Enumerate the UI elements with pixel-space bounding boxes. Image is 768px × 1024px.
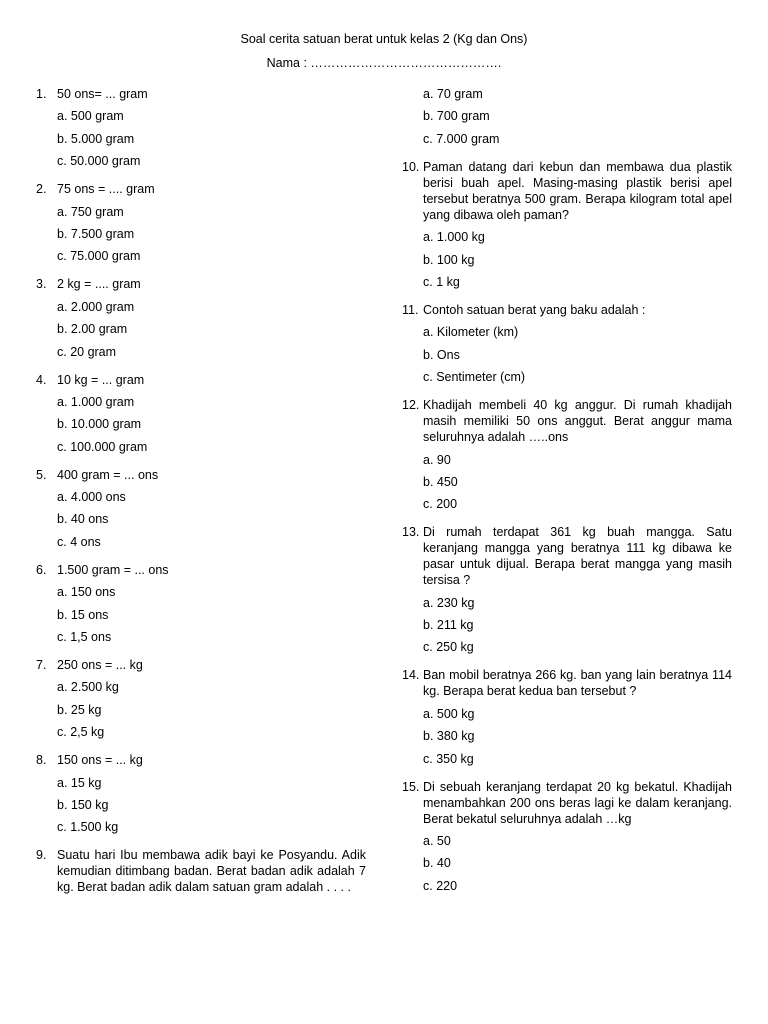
question-item [402, 302, 732, 385]
answer-option: c. 1,5 ons [57, 630, 112, 645]
question-text: 150 ons = ... kg [57, 753, 143, 768]
question-number: 10. [402, 159, 420, 174]
answer-option: a. 90 [423, 452, 451, 467]
name-field-line: Nama : ………………………………………. [266, 56, 502, 70]
answer-option: c. 20 gram [57, 344, 117, 359]
question-row [402, 524, 732, 588]
answer-option: a. 2.000 gram [57, 299, 135, 314]
answer-option: a. 4.000 ons [57, 490, 126, 505]
question-row [36, 657, 366, 673]
question-row [402, 302, 732, 318]
answer-option: b. Ons [423, 347, 460, 362]
right-question-column [402, 86, 732, 906]
page-title: Soal cerita satuan berat untuk kelas 2 (Kg dan Ons) [240, 32, 528, 46]
answer-option: c. 350 kg [423, 751, 474, 766]
answer-option: c. 100.000 gram [57, 439, 148, 454]
question-item [36, 276, 366, 359]
answer-option: c. 7.000 gram [423, 131, 500, 146]
question-row [36, 467, 366, 483]
question-number: 11. [402, 302, 419, 317]
question-text: 50 ons= ... gram [57, 87, 148, 101]
question-text: Di rumah terdapat 361 kg buah mangga. Satu keranjang mangga yang beratnya 111 kg dibawa ke pasar untuk dijual. Berapa berat mangga yang masih tersisa ? [423, 525, 732, 588]
question-row [36, 276, 366, 292]
answer-option: a. 500 kg [423, 706, 475, 721]
question-number: 13. [402, 525, 420, 540]
question-row [402, 159, 732, 223]
answer-option: b. 5.000 gram [57, 131, 135, 146]
answer-option: a. 15 kg [57, 775, 102, 790]
question-row [402, 779, 732, 827]
answer-option: b. 15 ons [57, 607, 109, 622]
answer-option: b. 380 kg [423, 729, 475, 744]
question-text: 75 ons = .... gram [57, 182, 155, 197]
question-row [36, 847, 366, 895]
answer-option: b. 25 kg [57, 702, 102, 717]
answer-option: a. 1.000 kg [423, 230, 485, 245]
question-item [36, 562, 366, 645]
question-row [36, 372, 366, 388]
answer-option: c. Sentimeter (cm) [423, 370, 526, 385]
answer-option: b. 10.000 gram [57, 417, 142, 432]
question-item [36, 372, 366, 455]
question-number: 12. [402, 398, 420, 413]
question-item [36, 752, 366, 835]
answer-option: a. 50 [423, 834, 451, 849]
question-number: 5. [36, 467, 47, 482]
answer-option: b. 2.00 gram [57, 322, 128, 337]
answer-option: b. 40 ons [57, 512, 109, 527]
question-number: 7. [36, 658, 47, 673]
answer-option: a. 70 gram [423, 87, 483, 101]
question-row [36, 752, 366, 768]
question-item [36, 86, 366, 169]
question-text: Ban mobil beratnya 266 kg. ban yang lain beratnya 114 kg. Berapa berat kedua ban tersebut ? [423, 668, 732, 699]
question-item [402, 159, 732, 290]
question-number: 14. [402, 668, 420, 683]
answer-option: a. 1.000 gram [57, 394, 135, 409]
answer-option: a. 2.500 kg [57, 680, 119, 695]
question-number: 4. [36, 372, 47, 387]
question-number: 1. [36, 87, 47, 101]
question-item [402, 397, 732, 512]
answer-option: a. 500 gram [57, 109, 124, 124]
question-text: 250 ons = ... kg [57, 658, 143, 673]
question-number: 8. [36, 753, 47, 768]
question-item [36, 181, 366, 264]
question-item [402, 667, 732, 766]
question-text: Khadijah membeli 40 kg anggur. Di rumah khadijah masih memiliki 50 ons anggut. Berat anggur mama seluruhnya adalah …..ons [423, 398, 732, 445]
question-text: Paman datang dari kebun dan membawa dua plastik berisi buah apel. Masing-masing plastik berisi apel tersebut beratnya 500 gram. Berapa kilogram total apel yang dibawa oleh paman? [423, 159, 732, 222]
answer-option: c. 1 kg [423, 274, 460, 289]
answer-option: c. 200 [423, 497, 458, 512]
question-item [36, 467, 366, 550]
answer-option: b. 150 kg [57, 797, 109, 812]
answer-option: a. Kilometer (km) [423, 325, 519, 340]
question-row [402, 397, 732, 445]
answer-option: c. 220 [423, 878, 458, 893]
answer-option: b. 7.500 gram [57, 226, 135, 241]
question-item [402, 86, 732, 147]
answer-option: c. 1.500 kg [57, 820, 119, 835]
question-number: 15. [402, 779, 420, 794]
answer-option: c. 2,5 kg [57, 725, 105, 740]
question-number: 6. [36, 562, 47, 577]
question-text: Suatu hari Ibu membawa adik bayi ke Posyandu. Adik kemudian ditimbang badan. Berat badan adik adalah 7 kg. Berat badan adik dalam satuan gram adalah . . . . [57, 848, 366, 895]
answer-option: b. 450 [423, 474, 458, 489]
question-row [36, 181, 366, 197]
question-row [36, 562, 366, 578]
question-item [402, 524, 732, 655]
answer-option: a. 150 ons [57, 585, 116, 600]
answer-option: b. 40 [423, 856, 451, 871]
answer-option: a. 750 gram [57, 204, 124, 219]
question-text: 1.500 gram = ... ons [57, 562, 169, 577]
question-text: Contoh satuan berat yang baku adalah : [423, 302, 646, 317]
question-row [36, 86, 366, 102]
answer-option: b. 211 kg [423, 618, 474, 633]
answer-option: b. 700 gram [423, 109, 490, 124]
question-number: 2. [36, 182, 47, 197]
question-row [402, 667, 732, 699]
answer-option: c. 50.000 gram [57, 154, 141, 169]
question-item [36, 657, 366, 740]
answer-option: c. 75.000 gram [57, 249, 141, 264]
answer-option: b. 100 kg [423, 252, 475, 267]
left-question-column [36, 86, 366, 907]
question-text: 400 gram = ... ons [57, 467, 159, 482]
question-number: 3. [36, 277, 47, 292]
question-text: 10 kg = ... gram [57, 372, 145, 387]
question-text: Di sebuah keranjang terdapat 20 kg bekatul. Khadijah menambahkan 200 ons beras lagi ke dalam keranjang. Berat bekatul seluruhnya adalah …kg [423, 779, 732, 826]
answer-option: a. 230 kg [423, 595, 475, 610]
question-item [36, 847, 366, 895]
answer-option: c. 4 ons [57, 534, 101, 549]
question-item [402, 779, 732, 894]
question-number: 9. [36, 848, 47, 863]
question-text: 2 kg = .... gram [57, 277, 141, 292]
answer-option: c. 250 kg [423, 640, 474, 655]
